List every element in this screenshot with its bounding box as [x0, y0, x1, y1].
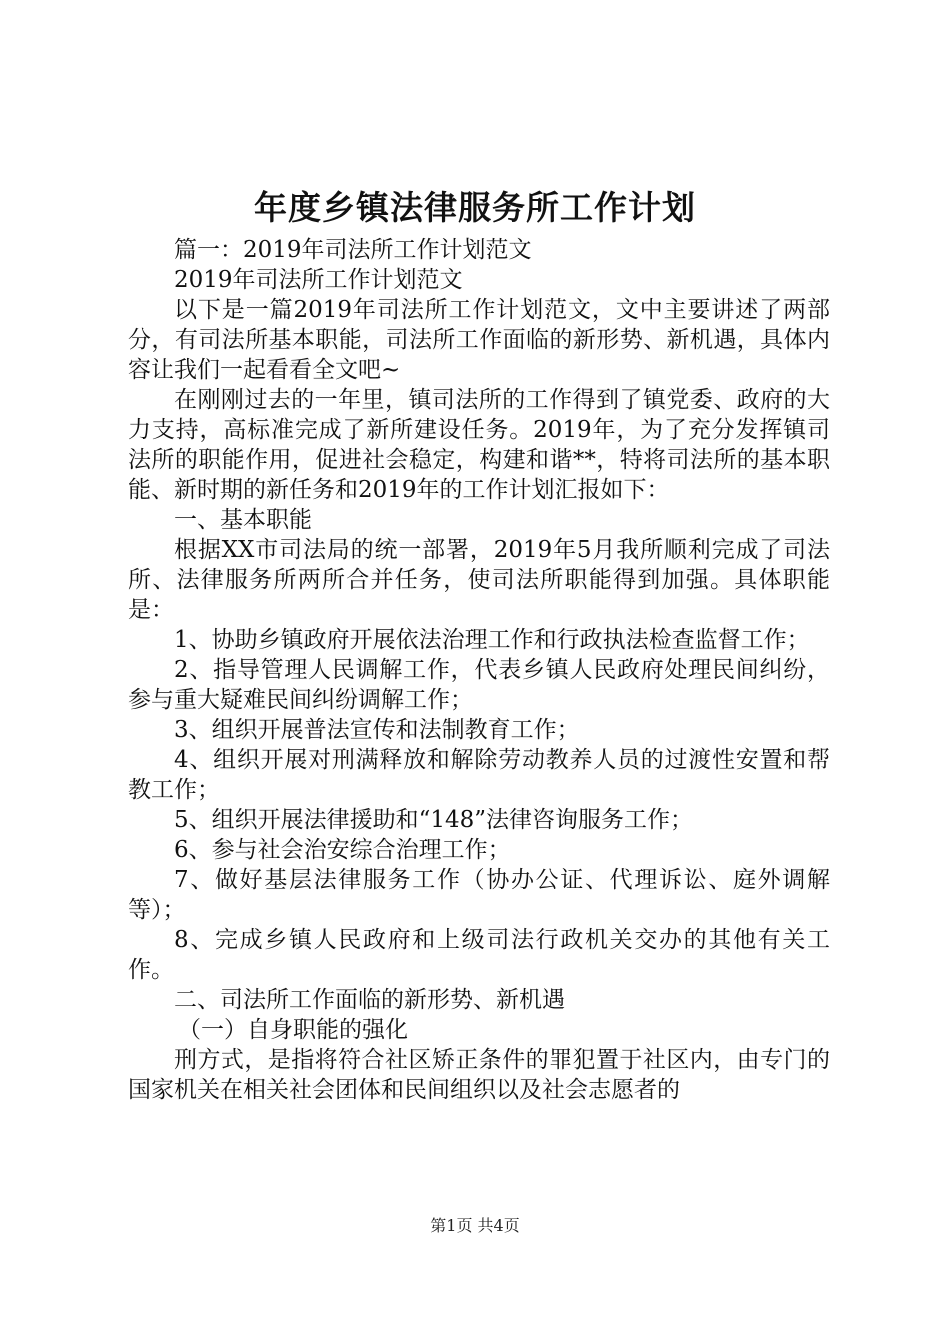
list-item: 3、组织开展普法宣传和法制教育工作； [174, 717, 580, 743]
document-body [128, 235, 830, 1105]
list-item: 4、组织开展对刑满释放和解除劳动教养人员的过渡性安置和帮教工作； [128, 747, 830, 803]
list-item: 5、组织开展法律援助和“148”法律咨询服务工作； [174, 807, 694, 833]
heading-basic-functions: 一、基本职能 [174, 507, 312, 533]
list-item: 2、指导管理人民调解工作，代表乡镇人民政府处理民间纠纷，参与重大疑难民间纠纷调解工作； [128, 657, 830, 713]
list-item: 6、参与社会治安综合治理工作； [174, 837, 511, 863]
document-title: 年度乡镇法律服务所工作计划 [254, 188, 696, 227]
paragraph-subtitle: 2019年司法所工作计划范文 [174, 267, 463, 293]
list-item: 7、做好基层法律服务工作（协办公证、代理诉讼、庭外调解等）； [128, 867, 830, 923]
paragraph-summary: 在刚刚过去的一年里，镇司法所的工作得到了镇党委、政府的大力支持，高标准完成了新所建设任务。2019年，为了充分发挥镇司法所的职能作用，促进社会稳定，构建和谐**，特将司法所的基本职能、新时期的新任务和2019年的工作计划汇报如下： [128, 387, 830, 503]
list-item: 8、完成乡镇人民政府和上级司法行政机关交办的其他有关工作。 [128, 927, 830, 983]
page-footer: 第1页 共4页 [430, 1216, 520, 1235]
paragraph-section-heading: 篇一：2019年司法所工作计划范文 [174, 237, 532, 263]
paragraph-intro: 以下是一篇2019年司法所工作计划范文，文中主要讲述了两部分，有司法所基本职能，司法所工作面临的新形势、新机遇，具体内容让我们一起看看全文吧~ [128, 297, 830, 383]
list-item: 1、协助乡镇政府开展依法治理工作和行政执法检查监督工作； [174, 627, 810, 653]
subheading-function-strengthening: （一）自身职能的强化 [178, 1017, 408, 1043]
paragraph-community-correction: 刑方式，是指将符合社区矫正条件的罪犯置于社区内，由专门的国家机关在相关社会团体和民间组织以及社会志愿者的 [128, 1047, 830, 1103]
paragraph-basis: 根据XX市司法局的统一部署，2019年5月我所顺利完成了司法所、法律服务所两所合并任务，使司法所职能得到加强。具体职能是： [128, 537, 830, 623]
heading-new-situation: 二、司法所工作面临的新形势、新机遇 [174, 987, 565, 1013]
